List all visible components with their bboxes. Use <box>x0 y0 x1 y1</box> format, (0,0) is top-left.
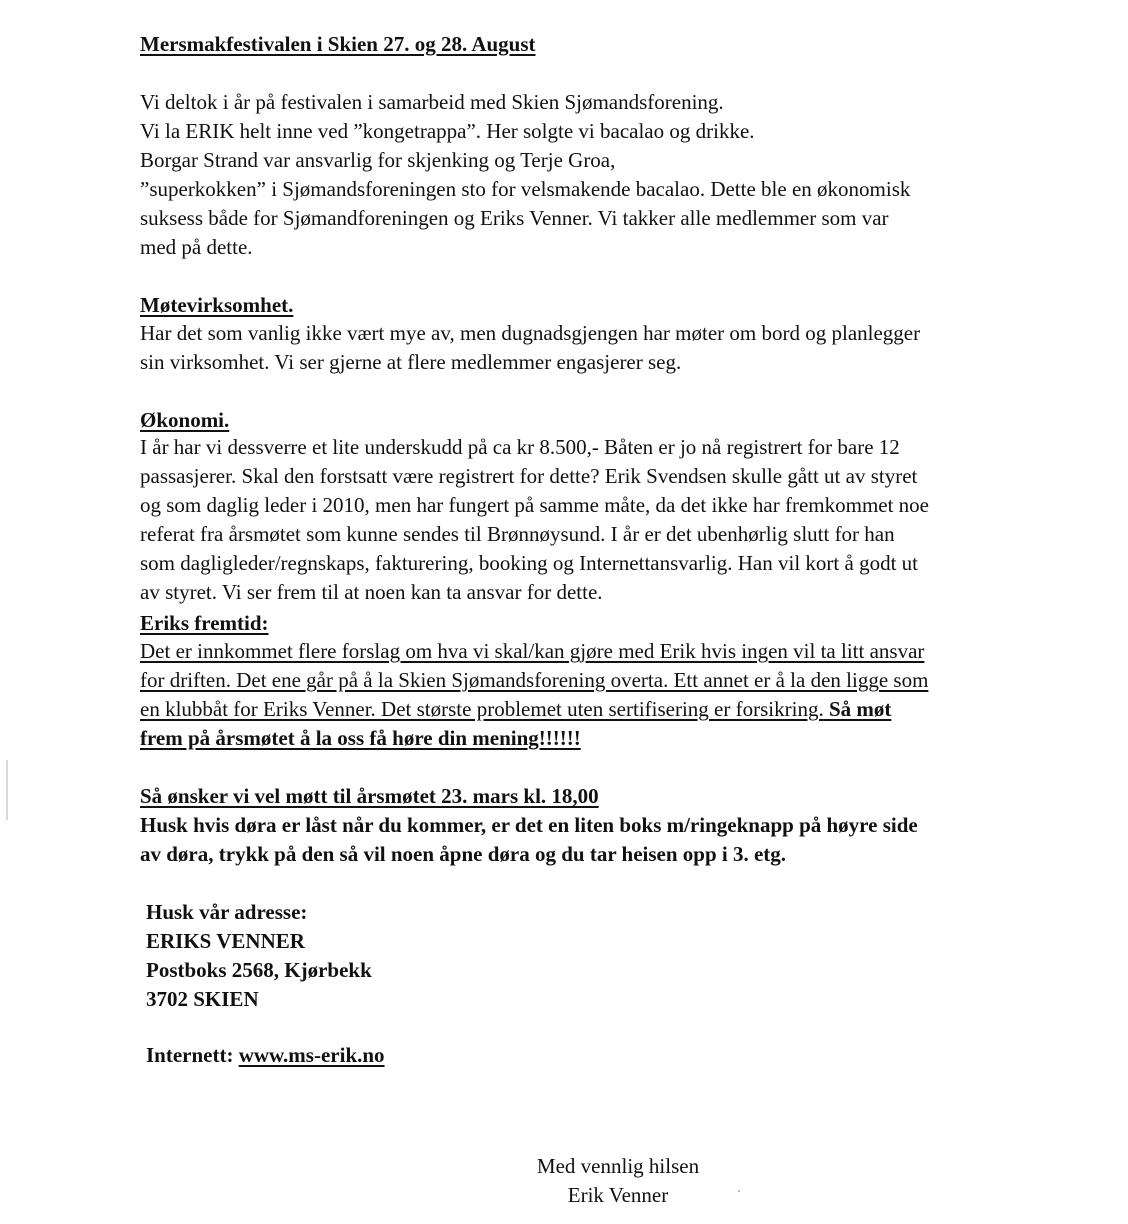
internet-line <box>146 1041 1106 1070</box>
paragraph-line: I år har vi dessverre et lite underskudd på ca kr 8.500,- Båten er jo nå registrert for bare 12 <box>140 435 900 459</box>
address-label: Husk vår adresse: <box>146 900 308 924</box>
paragraph-line: frem på årsmøtet å la oss få høre din mening!!!!!! <box>140 726 581 750</box>
paragraph-line: referat fra årsmøtet som kunne sendes til Brønnøysund. I år er det ubenhørlig slutt for han <box>140 522 895 546</box>
website-link[interactable]: www.ms-erik.no <box>238 1043 385 1067</box>
future-section-heading <box>140 609 1100 638</box>
paragraph-line: Vi deltok i år på festivalen i samarbeid med Skien Sjømandsforening. <box>140 90 724 114</box>
paragraph-line: Husk hvis døra er låst når du kommer, er det en liten boks m/ringeknapp på høyre side <box>140 813 918 837</box>
paragraph-line-text: en klubbåt for Eriks Venner. Det største problemet uten sertifisering er forsikring. <box>140 697 824 721</box>
address-line: Postboks 2568, Kjørbekk <box>146 958 372 982</box>
future-paragraph <box>140 637 1100 753</box>
economy-section-heading <box>140 406 1100 435</box>
paragraph-line: Har det som vanlig ikke vært mye av, men dugnadsgjengen har møter om bord og planlegger <box>140 321 921 345</box>
address-line: ERIKS VENNER <box>146 929 305 953</box>
paragraph-line: av døra, trykk på den så vil noen åpne døra og du tar heisen opp i 3. etg. <box>140 842 787 866</box>
section-heading: Økonomi. <box>140 408 230 432</box>
page-title: Mersmakfestivalen i Skien 27. og 28. August <box>140 32 536 56</box>
signoff <box>468 1152 768 1210</box>
sender-name: Erik Venner <box>567 1183 669 1207</box>
section-heading: Eriks fremtid: <box>140 611 269 635</box>
greeting: Med vennlig hilsen <box>536 1154 700 1178</box>
paragraph-line: for driften. Det ene går på å la Skien Sjømandsforening overta. Ett annet er å la den ligge som <box>140 668 929 692</box>
paragraph-line: Det er innkommet flere forslag om hva vi skal/kan gjøre med Erik hvis ingen vil ta litt ansvar <box>140 639 925 663</box>
address-block <box>146 898 1106 1014</box>
address-line: 3702 SKIEN <box>146 987 259 1011</box>
economy-paragraph <box>140 433 1100 607</box>
annual-meeting-heading: Så ønsker vi vel møtt til årsmøtet 23. mars kl. 18,00 <box>140 784 599 808</box>
annual-meeting-notice <box>140 782 1100 869</box>
paragraph-line: og som daglig leder i 2010, men har fungert på samme måte, da det ikke har fremkommet noe <box>140 493 930 517</box>
scan-speck <box>738 1190 740 1192</box>
paragraph-line: ”superkokken” i Sjømandsforeningen sto for velsmakende bacalao. Dette ble en økonomisk <box>140 177 911 201</box>
meetings-paragraph <box>140 319 1100 377</box>
paragraph-line: som dagligleder/regnskaps, fakturering, booking og Internettansvarlig. Han vil kort å godt ut <box>140 551 918 575</box>
paragraph-line: Vi la ERIK helt inne ved ”kongetrappa”. Her solgte vi bacalao og drikke. <box>140 119 755 143</box>
section-heading: Møtevirksomhet. <box>140 293 294 317</box>
paragraph-line-bold-tail: Så møt <box>823 697 892 721</box>
scan-artifact <box>6 760 8 820</box>
paragraph-line: sin virksomhet. Vi ser gjerne at flere medlemmer engasjerer seg. <box>140 350 682 374</box>
meetings-section-heading <box>140 291 1100 320</box>
paragraph-line: av styret. Vi ser frem til at noen kan ta ansvar for dette. <box>140 580 603 604</box>
paragraph-line: passasjerer. Skal den forstsatt være registrert for dette? Erik Svendsen skulle gått ut av styret <box>140 464 918 488</box>
paragraph-line: Borgar Strand var ansvarlig for skjenking og Terje Groa, <box>140 148 616 172</box>
paragraph-line: med på dette. <box>140 235 253 259</box>
paragraph-line: suksess både for Sjømandforeningen og Eriks Venner. Vi takker alle medlemmer som var <box>140 206 889 230</box>
festival-paragraph <box>140 88 1100 262</box>
internet-label: Internett: <box>146 1043 239 1067</box>
paragraph-line <box>140 695 1100 724</box>
